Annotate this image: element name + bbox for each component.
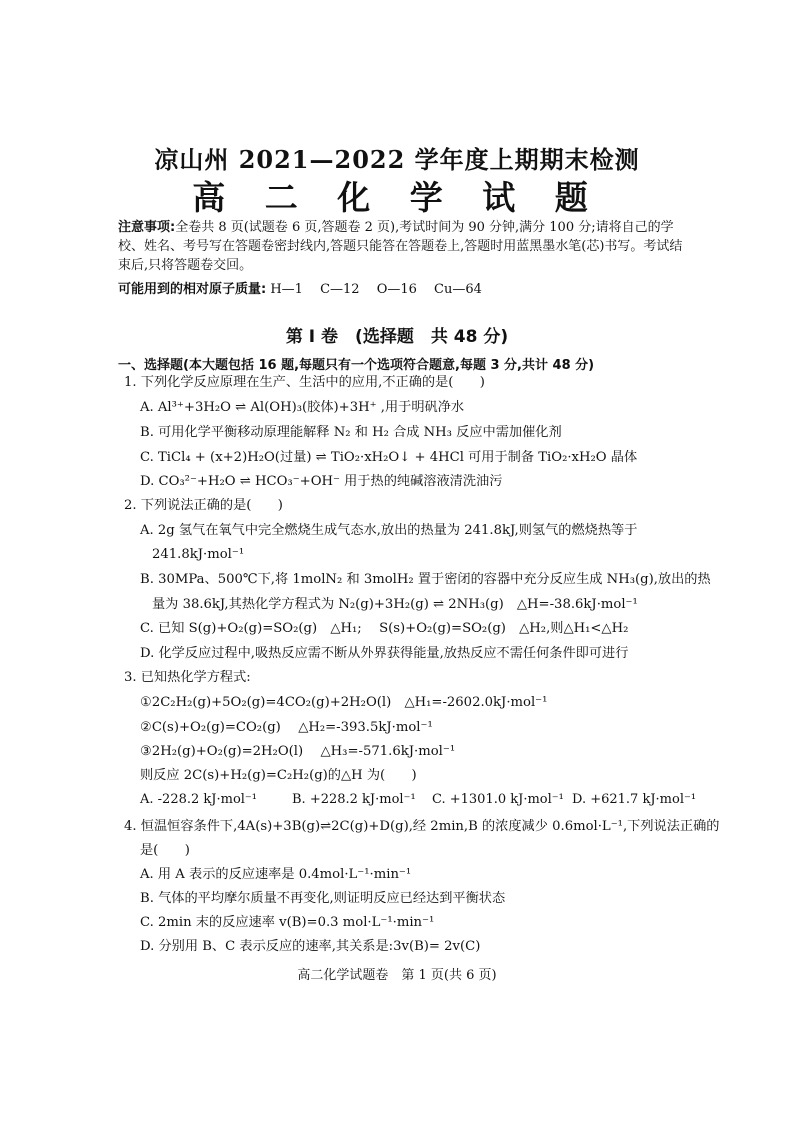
atomic-masses [118,280,684,299]
q4-option-d: D. 分别用 B、C 表示反应的速率,其关系是:3v(B)= 2v(C) [140,939,481,954]
q4-option-b: B. 气体的平均摩尔质量不再变化,则证明反应已经达到平衡状态 [140,891,506,906]
q3-equation-1: ①2C₂H₂(g)+5O₂(g)=4CO₂(g)+2H₂O(l) △H₁=-2602.0kJ·mol⁻¹ [140,695,548,710]
q1-option-c: C. TiCl₄ + (x+2)H₂O(过量) ⇌ TiO₂·xH₂O↓ + 4HCl 可用于制备 TiO₂·xH₂O 晶体 [140,450,638,465]
page-footer: 高二化学试题卷 第 1 页(共 6 页) [297,968,497,983]
q3-option-a: A. -228.2 kJ·mol⁻¹ [140,792,257,807]
exam-subtitle: 高 二 化 学 试 题 [192,178,602,217]
question-3: 3. 已知热化学方程式: [124,670,251,685]
q1-option-a: A. Al³⁺+3H₂O ⇌ Al(OH)₃(胶体)+3H⁺ ,用于明矾净水 [140,400,465,415]
q1-option-b: B. 可用化学平衡移动原理能解释 N₂ 和 H₂ 合成 NH₃ 反应中需加催化剂 [140,425,562,440]
q3-prompt: 则反应 2C(s)+H₂(g)=C₂H₂(g)的△H 为( ) [140,768,417,783]
q4-option-a: A. 用 A 表示的反应速率是 0.4mol·L⁻¹·min⁻¹ [140,867,412,882]
q3-equation-2: ②C(s)+O₂(g)=CO₂(g) △H₂=-393.5kJ·mol⁻¹ [140,720,433,735]
q4-option-c: C. 2min 末的反应速率 v(B)=0.3 mol·L⁻¹·min⁻¹ [140,915,435,930]
q1-option-d: D. CO₃²⁻+H₂O ⇌ HCO₃⁻+OH⁻ 用于热的纯碱溶液清洗油污 [140,474,503,489]
q3-option-b: B. +228.2 kJ·mol⁻¹ [292,792,416,807]
question-1: 1. 下列化学反应原理在生产、生活中的应用,不正确的是( ) [124,375,485,390]
q2-option-b: B. 30MPa、500℃下,将 1molN₂ 和 3molH₂ 置于密闭的容器中充分反应生成 NH₃(g),放出的热 [140,572,711,587]
q2-option-d: D. 化学反应过程中,吸热反应需不断从外界获得能量,放热反应不需任何条件即可进行 [140,646,629,661]
q3-equation-3: ③2H₂(g)+O₂(g)=2H₂O(l) △H₃=-571.6kJ·mol⁻¹ [140,744,456,759]
q2-option-c: C. 已知 S(g)+O₂(g)=SO₂(g) △H₁; S(s)+O₂(g)=SO₂(g) △H₂,则△H₁<△H₂ [140,621,629,636]
question-4-cont: 是( ) [140,843,190,858]
q2-option-a-cont: 241.8kJ·mol⁻¹ [152,547,245,562]
notes-block [118,218,684,275]
question-4: 4. 恒温恒容条件下,4A(s)+3B(g)⇌2C(g)+D(g),经 2min,B 的浓度减少 0.6mol·L⁻¹,下列说法正确的 [124,819,720,834]
exam-title: 凉山州 2021—2022 学年度上期期末检测 [154,145,640,174]
q2-option-b-cont: 量为 38.6kJ,其热化学方程式为 N₂(g)+3H₂(g) ⇌ 2NH₃(g) △H=-38.6kJ·mol⁻¹ [152,597,638,612]
notes-text: 全卷共 8 页(试题卷 6 页,答题卷 2 页),考试时间为 90 分钟,满分 100 分;请将自己的学校、姓名、考号写在答题卷密封线内,答题只能答在答题卷上,答题时用蓝黑墨水笔(芯)书写。考试结束后,只将答题卷交回。 [118,220,683,273]
q2-option-a: A. 2g 氢气在氧气中完全燃烧生成气态水,放出的热量为 241.8kJ,则氢气的燃烧热等于 [140,523,638,538]
q3-option-c: C. +1301.0 kJ·mol⁻¹ [432,792,564,807]
masses-values: H—1 C—12 O—16 Cu—64 [270,282,482,297]
part-heading: 一、选择题(本大题包括 16 题,每题只有一个选项符合题意,每题 3 分,共计 48 分) [118,358,595,373]
section-title: 第 I 卷 (选择题 共 48 分) [285,327,509,347]
q3-option-d: D. +621.7 kJ·mol⁻¹ [572,792,697,807]
notes-label: 注意事项: [118,220,176,235]
masses-label: 可能用到的相对原子质量: [118,282,267,297]
question-2: 2. 下列说法正确的是( ) [124,498,283,513]
